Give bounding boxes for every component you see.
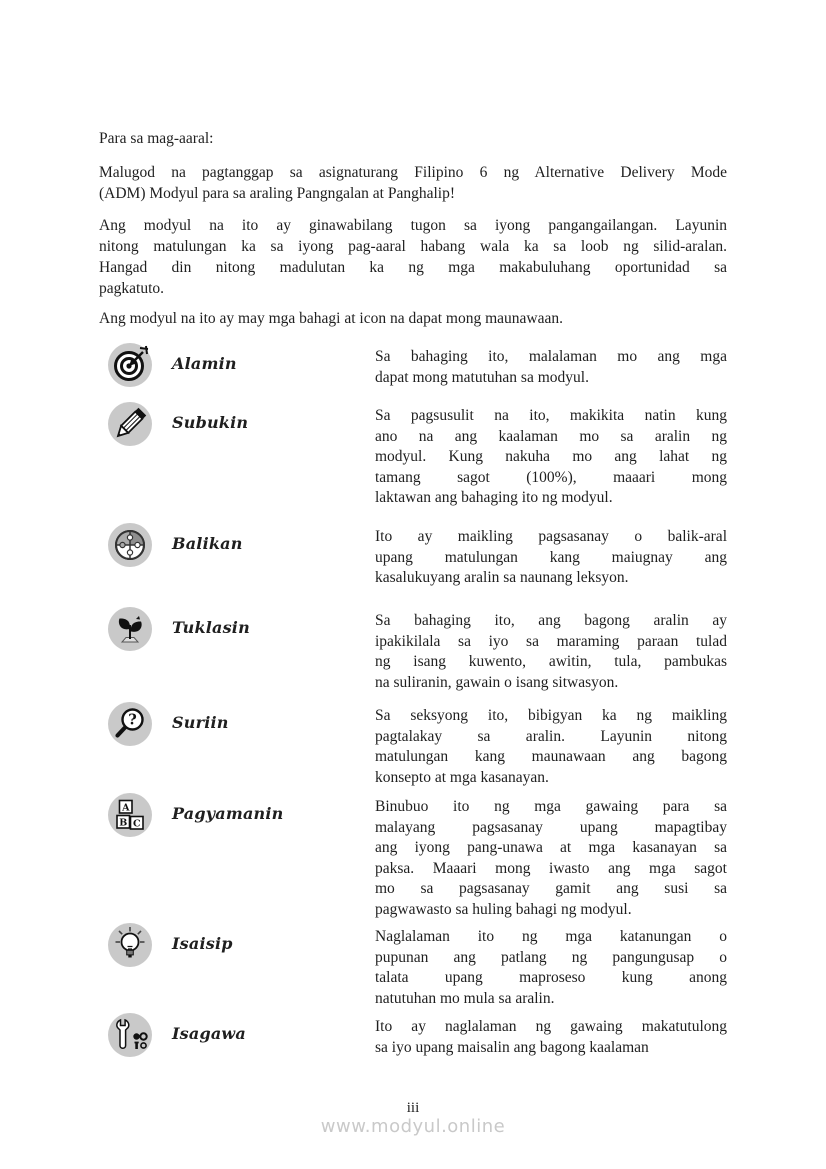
section-description: Sa pagsusulit na ito, makikita natin kung ano na ang kaalaman mo sa aralin ng modyul. Kung nakuha mo ang lahat ng tamang sagot (100%), maaari mong laktawan ang bahaging ito ng modyul.: [375, 407, 727, 506]
section-label: Subukin: [172, 413, 249, 432]
section-description: Sa bahaging ito, ang bagong aralin ay ipakikilala sa iyo sa maraming paraan tulad ng isang kuwento, awitin, tula, pambukas na suliranin, gawain o isang sitwasyon.: [375, 612, 727, 691]
intro-paragraph-3: Ang modyul na ito ay may mga bahagi at icon na dapat mong maunawaan.: [99, 310, 564, 327]
svg-text:A: A: [122, 802, 130, 814]
section-description: Naglalaman ito ng mga katanungan o pupunan ang patlang ng pangungusap o talata upang maproseso kung anong natutuhan mo mula sa aralin.: [375, 928, 727, 1007]
section-label: Isagawa: [172, 1024, 246, 1043]
intro-paragraph-1: Malugod na pagtanggap sa asignaturang Filipino 6 ng Alternative Delivery Mode (ADM) Modyul para sa araling Pangngalan at Panghalip!: [99, 164, 727, 202]
section-label: Balikan: [172, 534, 243, 553]
section-label: Pagyamanin: [172, 804, 284, 823]
section-label: Tuklasin: [172, 618, 250, 637]
section-label: Suriin: [172, 713, 229, 732]
tools-icon: [108, 1013, 152, 1057]
page-number: iii: [406, 1100, 420, 1116]
puzzle-icon: [108, 523, 152, 567]
section-description: Sa seksyong ito, bibigyan ka ng maikling pagtalakay sa aralin. Layunin nitong matulungan kang maunawaan ang bagong konsepto at mga kasanayan.: [375, 707, 727, 786]
section-description: Binubuo ito ng mga gawaing para sa malayang pagsasanay upang mapagtibay ang iyong pang-unawa at mga kasanayan sa paksa. Maaari mong iwasto ang mga sagot mo sa pagsasanay gamit ang susi sa pagwawasto sa huling bahagi ng modyul.: [375, 798, 727, 918]
section-label: Alamin: [172, 354, 237, 373]
target-icon: [108, 343, 152, 387]
svg-text:?: ?: [128, 711, 137, 729]
section-label: Isaisip: [172, 934, 233, 953]
lightbulb-icon: [108, 923, 152, 967]
abc-blocks-icon: [108, 793, 152, 837]
svg-text:C: C: [133, 818, 141, 830]
pencil-icon: [108, 402, 152, 446]
section-description: Sa bahaging ito, malalaman mo ang mga dapat mong matutuhan sa modyul.: [375, 348, 727, 386]
section-description: Ito ay naglalaman ng gawaing makatutulong sa iyo upang maisalin ang bagong kaalaman: [375, 1018, 727, 1056]
intro-paragraph-2: Ang modyul na ito ay ginawabilang tugon sa iyong pangangailangan. Layunin nitong matulungan ka sa iyong pag-aaral habang wala ka sa loob ng silid-aralan. Hangad din nitong madulutan ka ng mga makabuluhang oportunidad sa pagkatuto.: [99, 217, 727, 297]
section-description: Ito ay maikling pagsasanay o balik-aral upang matulungan kang maiugnay ang kasalukuyang aralin sa naunang leksyon.: [375, 528, 727, 586]
sprout-icon: [108, 607, 152, 651]
watermark-text: www.modyul.online: [320, 1116, 506, 1137]
greeting-line: Para sa mag-aaral:: [99, 130, 214, 147]
magnifier-question-icon: [108, 702, 152, 746]
svg-text:B: B: [119, 817, 128, 829]
